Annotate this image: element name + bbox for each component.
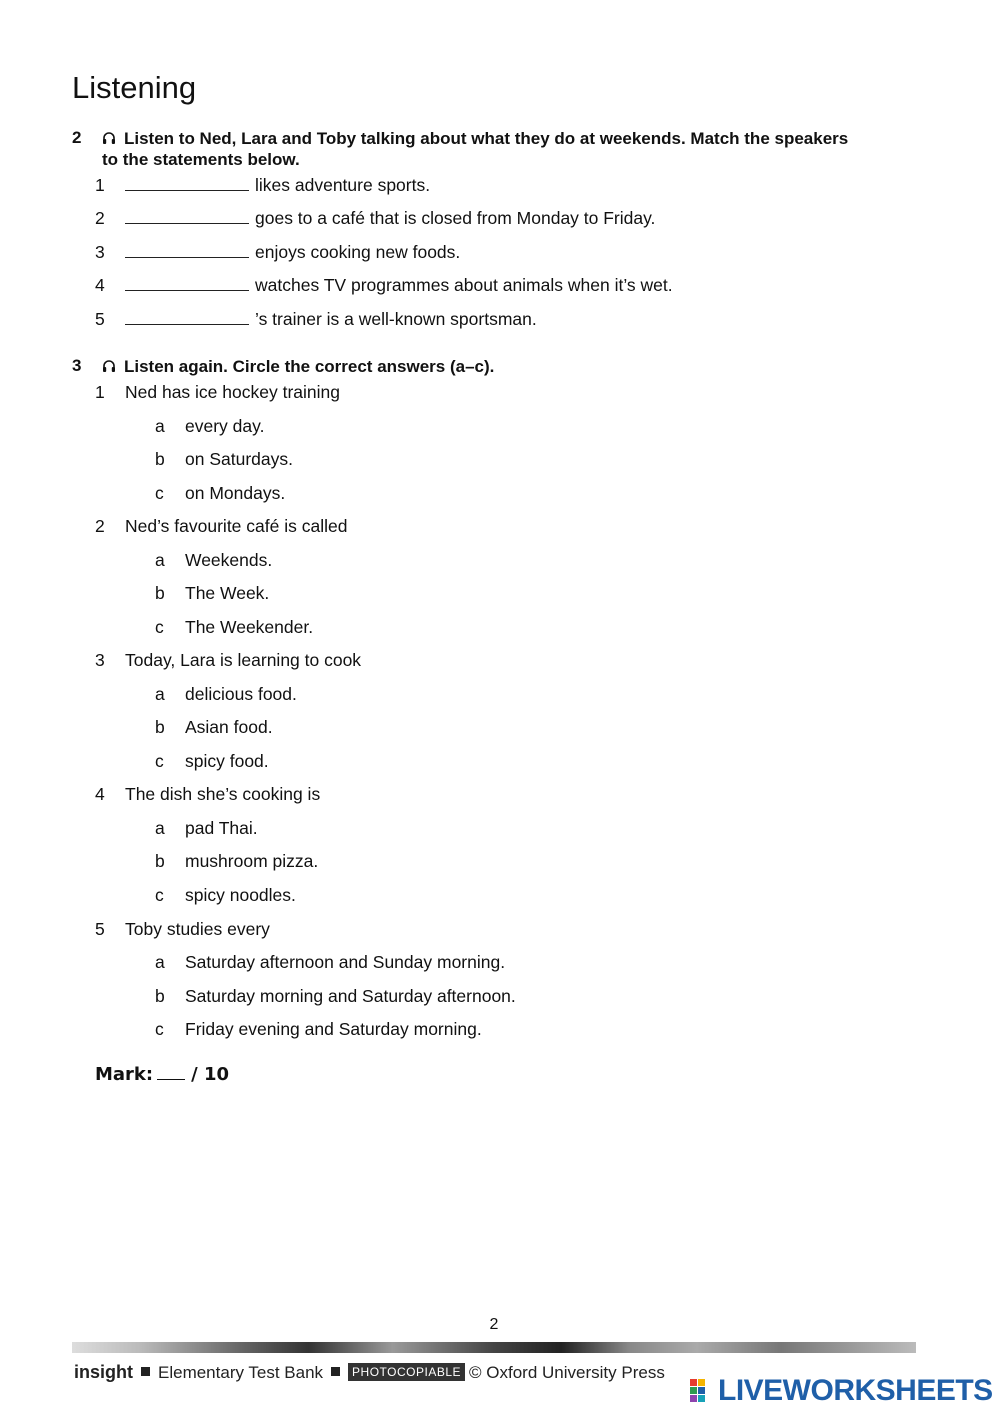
answer-blank[interactable]: [125, 208, 249, 224]
mark-blank[interactable]: [157, 1065, 185, 1080]
mc-question-stem: 5 Toby studies every: [95, 919, 270, 939]
mc-option[interactable]: a delicious food.: [155, 684, 297, 704]
page-number: 2: [489, 1316, 499, 1333]
square-bullet-icon: [331, 1367, 340, 1376]
question-3-instruction: Listen again. Circle the correct answers (a–c).: [102, 356, 494, 377]
mc-option[interactable]: c Friday evening and Saturday morning.: [155, 1019, 482, 1039]
match-item: 4 watches TV programmes about animals when it’s wet.: [95, 275, 673, 295]
mc-option[interactable]: b The Week.: [155, 583, 270, 603]
square-bullet-icon: [141, 1367, 150, 1376]
question-2-instruction-line2: to the statements below.: [102, 150, 300, 169]
photocopiable-badge: PHOTOCOPIABLE: [348, 1363, 465, 1381]
question-3-number: 3: [72, 356, 82, 375]
answer-blank[interactable]: [125, 309, 249, 325]
answer-blank[interactable]: [125, 175, 249, 191]
mc-question-stem: 2 Ned’s favourite café is called: [95, 516, 348, 536]
section-title: Listening: [72, 70, 197, 105]
mc-option[interactable]: b Asian food.: [155, 717, 273, 737]
mc-question-stem: 3 Today, Lara is learning to cook: [95, 650, 362, 670]
mc-question-stem: 1 Ned has ice hockey training: [95, 382, 340, 402]
liveworksheets-logo-icon: [690, 1379, 714, 1403]
mc-option[interactable]: a pad Thai.: [155, 818, 258, 838]
liveworksheets-text: LIVEWORKSHEETS: [718, 1374, 993, 1407]
mc-option[interactable]: a Saturday afternoon and Sunday morning.: [155, 952, 506, 972]
mc-option[interactable]: c on Mondays.: [155, 483, 286, 503]
mc-option[interactable]: b Saturday morning and Saturday afternoon.: [155, 986, 516, 1006]
footer-publisher: © Oxford University Press: [469, 1363, 665, 1382]
match-item: 3 enjoys cooking new foods.: [95, 242, 461, 262]
mark-line: Mark: / 10: [95, 1064, 229, 1085]
answer-blank[interactable]: [125, 275, 249, 291]
match-item: 2 goes to a café that is closed from Monday to Friday.: [95, 208, 656, 228]
footer-brand: insight: [74, 1362, 133, 1382]
headphones-icon: [102, 359, 116, 373]
mc-option[interactable]: b mushroom pizza.: [155, 851, 319, 871]
question-2-instruction: [102, 128, 962, 170]
mc-option[interactable]: c The Weekender.: [155, 617, 314, 637]
mc-question-stem: 4 The dish she’s cooking is: [95, 784, 321, 804]
answer-blank[interactable]: [125, 242, 249, 258]
question-2-number: 2: [72, 128, 82, 147]
match-item: 1 likes adventure sports.: [95, 175, 431, 195]
mc-option[interactable]: c spicy noodles.: [155, 885, 296, 905]
footer-book: Elementary Test Bank: [158, 1363, 324, 1382]
headphones-icon: [102, 131, 116, 145]
footer: [74, 1362, 665, 1383]
liveworksheets-watermark: [690, 1374, 993, 1408]
mc-option[interactable]: a Weekends.: [155, 550, 273, 570]
footer-photo-strip: [72, 1342, 916, 1353]
question-2-instruction-line1: Listen to Ned, Lara and Toby talking about what they do at weekends. Match the speakers: [124, 129, 849, 148]
mc-option[interactable]: b on Saturdays.: [155, 449, 293, 469]
mc-option[interactable]: a every day.: [155, 416, 265, 436]
mc-option[interactable]: c spicy food.: [155, 751, 269, 771]
match-item: 5 ’s trainer is a well-known sportsman.: [95, 309, 537, 329]
